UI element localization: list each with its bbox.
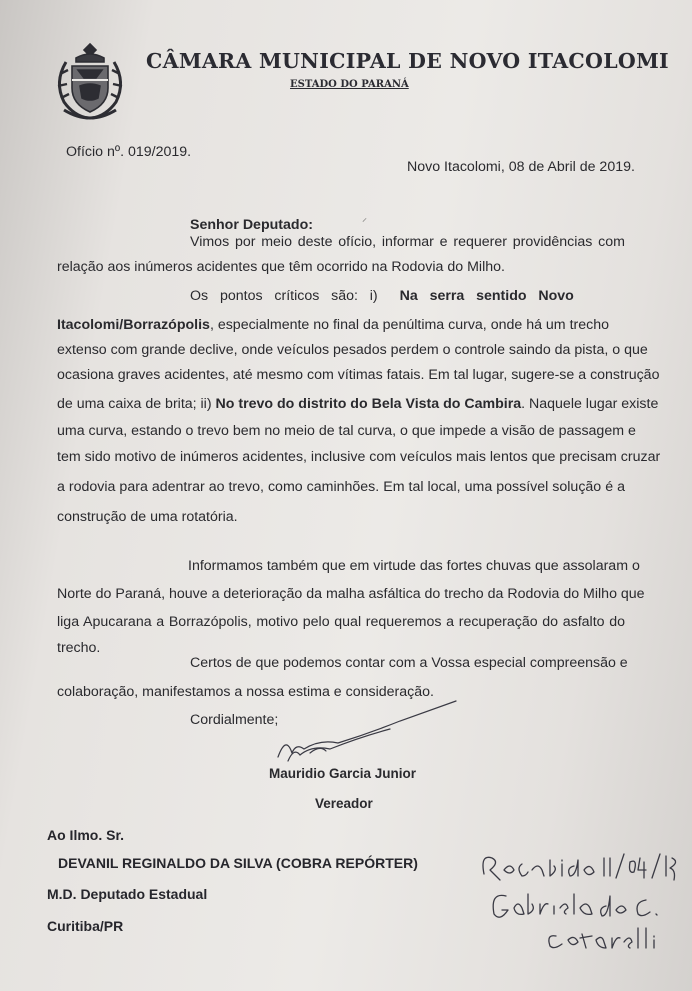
recipient-line-4: Curitiba/PR (47, 918, 124, 934)
handwritten-receipt-note (470, 840, 680, 960)
p4-line-2: colaboração, manifestamos a nossa estima e consideração. (57, 684, 434, 700)
p2-line-9: construção de uma rotatória. (57, 509, 238, 525)
p3-line-1: Informamos também que em virtude das fortes chuvas que assolaram o (188, 558, 640, 574)
recipient-line-1: Ao Ilmo. Sr. (47, 827, 125, 843)
p2-line-1-text: Os pontos críticos são: i) (190, 288, 378, 304)
signer-role: Vereador (315, 796, 373, 811)
p2-line-2-text: , especialmente no final da penúltima curva, onde há um trecho (209, 317, 610, 333)
p2-line-1 (190, 285, 625, 309)
p2-line-4: ocasiona graves acidentes, até mesmo com vítimas fatais. Em tal lugar, sugere-se a construção (57, 367, 660, 383)
p3-line-3: liga Apucarana a Borrazópolis, motivo pelo qual requeremos a recuperação do asfalto do (57, 614, 625, 630)
letterhead-subtitle: ESTADO DO PARANÁ (290, 79, 409, 90)
p3-line-2: Norte do Paraná, houve a deterioração da malha asfáltica do trecho da Rodovia do Milho que (57, 586, 645, 602)
letterhead-title: CÂMARA MUNICIPAL DE NOVO ITACOLOMI (146, 49, 669, 73)
p2-line-7: tem sido motivo de inúmeros acidentes, inclusive com veículos mais lentos que precisam cruzar (57, 449, 661, 465)
p1-line-1: Vimos por meio deste ofício, informar e requerer providências com (190, 234, 625, 250)
p2-line-6: uma curva, estando o trevo bem no meio de tal curva, o que impede a visão de passagem e (57, 423, 636, 439)
p2-line-2 (57, 314, 625, 338)
recipient-line-3: M.D. Deputado Estadual (47, 886, 208, 902)
p3-line-4: trecho. (57, 640, 101, 656)
signer-name: Mauridio Garcia Junior (269, 766, 417, 781)
p2-line-5-text: de uma caixa de brita; ii) (57, 396, 212, 412)
p4-line-1: Certos de que podemos contar com a Vossa especial compreensão e (190, 655, 628, 671)
coat-of-arms-icon (50, 40, 130, 124)
p2-location-2: No trevo do distrito do Bela Vista do Cambira (215, 396, 522, 412)
signature-image (260, 695, 460, 770)
p2-line-8: a rodovia para adentrar ao trevo, como caminhões. Em tal local, uma possível solução é a (57, 479, 625, 495)
oficio-number: Ofício nº. 019/2019. (66, 144, 192, 160)
place-date: Novo Itacolomi, 08 de Abril de 2019. (407, 159, 635, 175)
p2-location-1: Itacolomi/Borrazópolis (57, 317, 210, 333)
p1-line-2: relação aos inúmeros acidentes que têm ocorrido na Rodovia do Milho. (57, 259, 505, 275)
p2-line-3: extenso com grande declive, onde veículos pesados perdem o controle saindo da pista, o que (57, 342, 648, 358)
salutation: Senhor Deputado: (190, 217, 313, 233)
ink-mark: ⸝ (362, 213, 367, 224)
p2-line-5-rest: . Naquele lugar existe (521, 396, 659, 412)
recipient-line-2: DEVANIL REGINALDO DA SILVA (COBRA REPÓRTER) (58, 855, 418, 871)
p2-line-1-bold: Na serra sentido Novo (399, 288, 574, 304)
closing: Cordialmente; (190, 712, 279, 728)
p2-line-5 (57, 393, 659, 417)
